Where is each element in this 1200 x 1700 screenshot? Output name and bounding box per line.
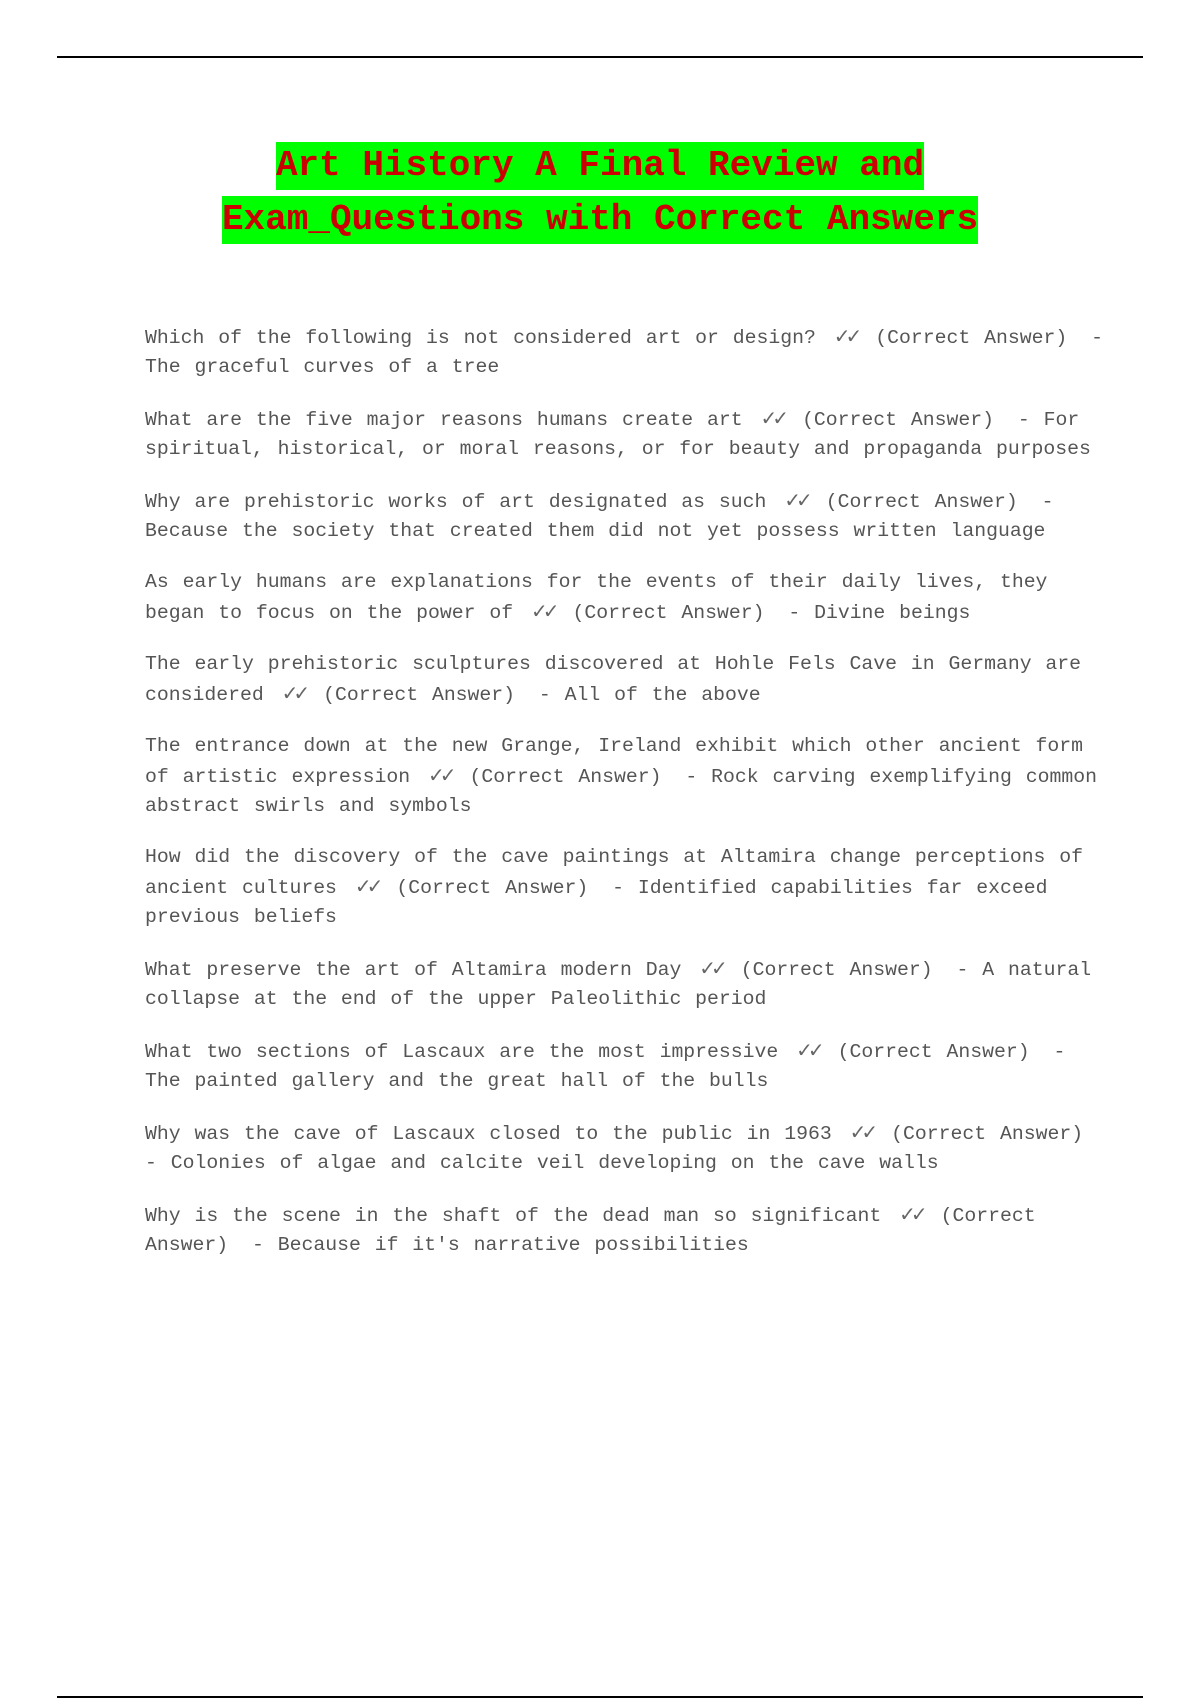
question-text: The entrance down at the new Grange, Ireland exhibit which other ancient form of artistic expression xyxy=(145,735,1084,788)
answer-separator: - xyxy=(145,1152,157,1174)
qa-item-7 xyxy=(145,843,1105,932)
correct-answer-label: (Correct Answer) xyxy=(396,877,589,899)
correct-answer-label: (Correct Answer) xyxy=(740,959,933,981)
answer-separator: - xyxy=(788,602,801,624)
footer-rule xyxy=(57,1696,1143,1698)
answer-text: Rock carving exemplifying common abstract swirls and symbols xyxy=(145,766,1097,817)
answer-text: A natural collapse at the end of the upper Paleolithic period xyxy=(145,959,1092,1010)
correct-answer-label: (Correct Answer) xyxy=(875,327,1068,349)
answer-text: Identified capabilities far exceed previous beliefs xyxy=(145,877,1048,928)
answer-separator: - xyxy=(612,877,625,899)
qa-item-8 xyxy=(145,954,1105,1014)
answer-text: For spiritual, historical, or moral reasons, or for beauty and propaganda purposes xyxy=(145,409,1091,460)
question-text: How did the discovery of the cave paintings at Altamira change perceptions of ancient cultures xyxy=(145,846,1084,899)
answer-text: Colonies of algae and calcite veil developing on the cave walls xyxy=(170,1152,939,1174)
question-text: Why is the scene in the shaft of the dead man so significant xyxy=(145,1205,882,1227)
correct-answer-label: (Correct Answer) xyxy=(145,1205,1036,1256)
question-text: Why was the cave of Lascaux closed to the public in 1963 xyxy=(145,1123,832,1145)
answer-separator: - xyxy=(685,766,698,788)
question-text: What are the five major reasons humans create art xyxy=(145,409,743,431)
answer-text: Divine beings xyxy=(814,602,971,624)
correct-answer-label: (Correct Answer) xyxy=(572,602,765,624)
question-text: Why are prehistoric works of art designated as such xyxy=(145,491,767,513)
correct-answer-label: (Correct Answer) xyxy=(323,684,516,706)
qa-item-1 xyxy=(145,322,1105,382)
question-text: The early prehistoric sculptures discovered at Hohle Fels Cave in Germany are considered xyxy=(145,653,1082,706)
answer-text: All of the above xyxy=(564,684,761,706)
double-check-icon: ✓✓ xyxy=(428,763,452,787)
qa-item-10 xyxy=(145,1118,1105,1178)
qa-item-11 xyxy=(145,1200,1105,1260)
qa-item-3 xyxy=(145,486,1105,546)
double-check-icon: ✓✓ xyxy=(849,1120,874,1144)
question-text: What two sections of Lascaux are the most impressive xyxy=(145,1041,779,1063)
answer-separator: - xyxy=(956,959,969,981)
qa-item-6 xyxy=(145,732,1105,821)
double-check-icon: ✓✓ xyxy=(354,874,379,898)
double-check-icon: ✓✓ xyxy=(899,1202,923,1226)
question-text: What preserve the art of Altamira modern Day xyxy=(145,959,682,981)
correct-answer-label: (Correct Answer) xyxy=(802,409,994,431)
answer-text: The painted gallery and the great hall of the bulls xyxy=(145,1070,769,1092)
answer-separator: - xyxy=(251,1234,264,1256)
qa-item-4 xyxy=(145,568,1105,628)
double-check-icon: ✓✓ xyxy=(281,681,306,705)
title-line-2: Exam_Questions with Correct Answers xyxy=(222,196,978,244)
double-check-icon: ✓✓ xyxy=(833,324,858,348)
double-check-icon: ✓✓ xyxy=(531,599,555,623)
answer-text: Because the society that created them did not yet possess written language xyxy=(145,520,1046,542)
double-check-icon: ✓✓ xyxy=(784,488,808,512)
answer-separator: - xyxy=(1053,1041,1066,1063)
answer-separator: - xyxy=(538,684,551,706)
document-title xyxy=(0,142,1200,250)
double-check-icon: ✓✓ xyxy=(699,956,723,980)
qa-item-5 xyxy=(145,650,1105,710)
qa-list xyxy=(145,322,1105,1282)
answer-text: Because if it's narrative possibilities xyxy=(277,1234,749,1256)
answer-separator: - xyxy=(1017,409,1030,431)
correct-answer-label: (Correct Answer) xyxy=(825,491,1018,513)
answer-text: The graceful curves of a tree xyxy=(145,356,500,378)
correct-answer-label: (Correct Answer) xyxy=(837,1041,1030,1063)
double-check-icon: ✓✓ xyxy=(760,406,785,430)
question-text: Which of the following is not considered art or design? xyxy=(145,327,816,349)
correct-answer-label: (Correct Answer) xyxy=(469,766,662,788)
qa-item-9 xyxy=(145,1036,1105,1096)
qa-item-2 xyxy=(145,404,1105,464)
answer-separator: - xyxy=(1091,327,1103,349)
double-check-icon: ✓✓ xyxy=(796,1038,820,1062)
correct-answer-label: (Correct Answer) xyxy=(891,1123,1084,1145)
question-text: As early humans are explanations for the events of their daily lives, they began to focus on the power of xyxy=(145,571,1048,624)
answer-separator: - xyxy=(1041,491,1054,513)
header-rule xyxy=(57,56,1143,58)
title-line-1: Art History A Final Review and xyxy=(276,142,924,190)
